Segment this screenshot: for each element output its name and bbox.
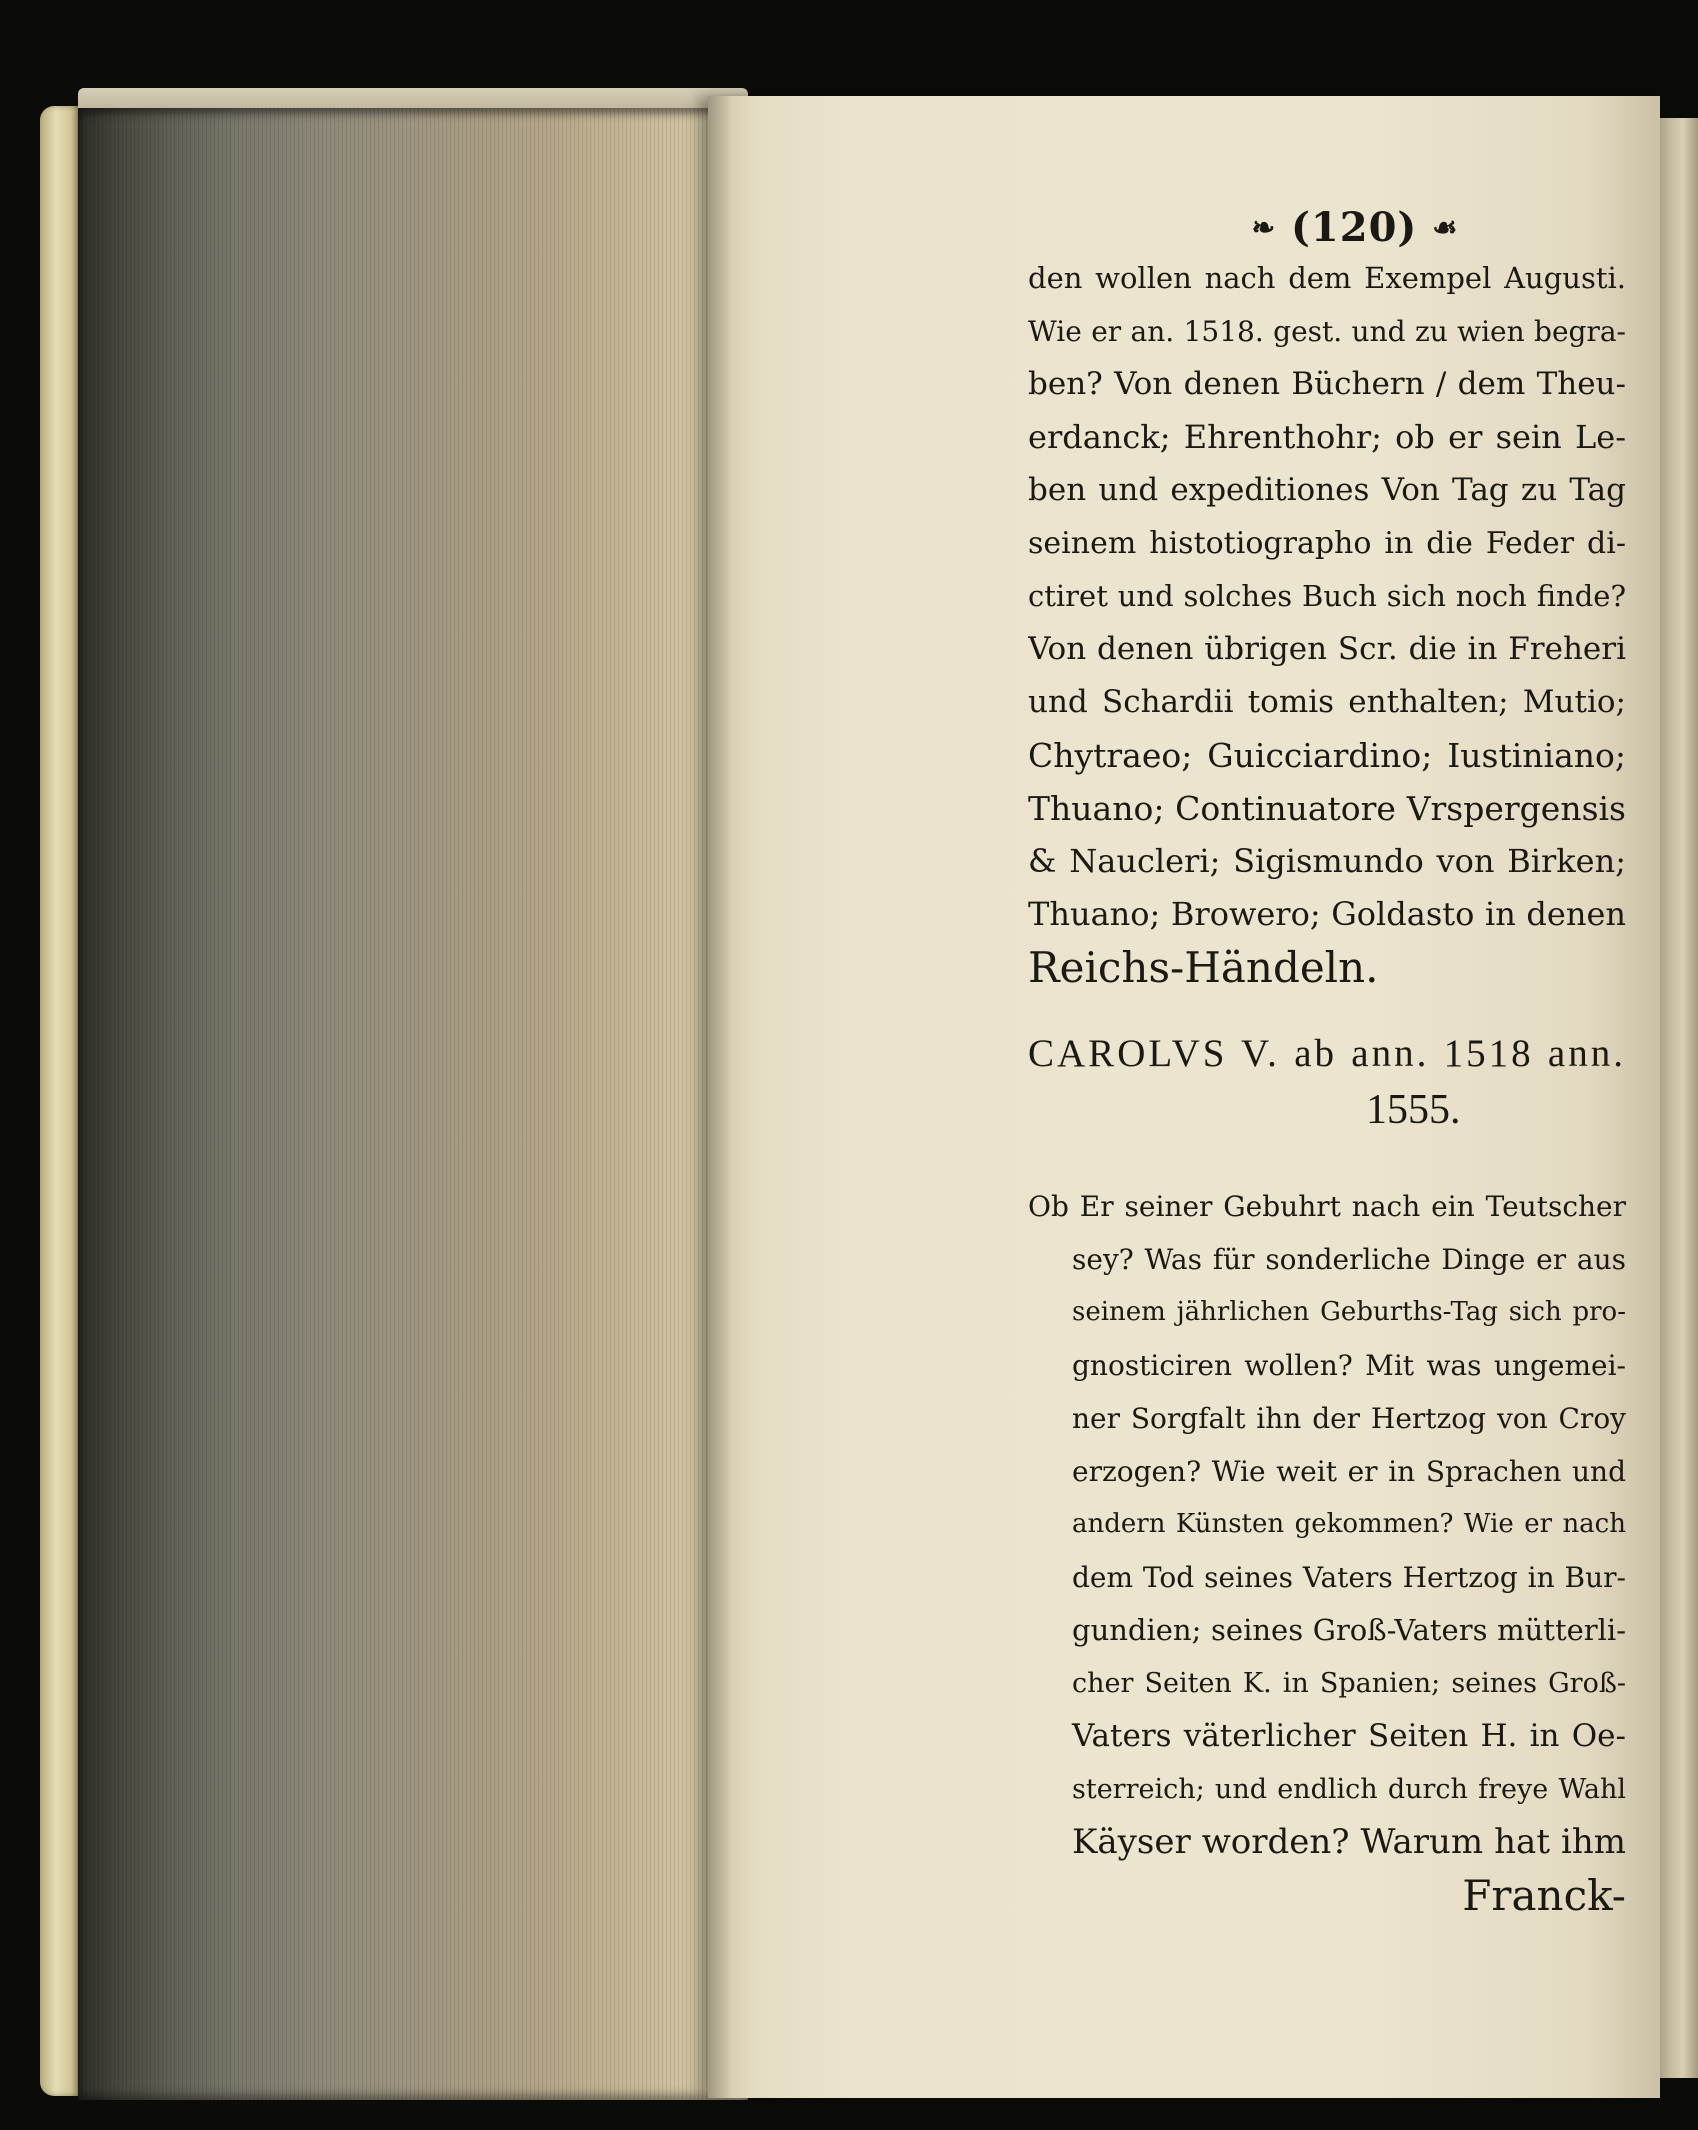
catchword: Franck- — [1462, 1871, 1626, 1920]
page-text — [1028, 204, 1626, 1922]
text-line: seinem jährlichen Geburths-Tag sich pro- — [1072, 1297, 1626, 1327]
text-line: seinem histotiographo in die Feder di- — [1028, 526, 1626, 561]
text-line: Vaters väterlicher Seiten H. in Oe- — [1072, 1718, 1626, 1754]
paragraph-1 — [1028, 252, 1626, 994]
book-cover-edge — [40, 106, 80, 2096]
page-number: (120) — [1291, 204, 1418, 251]
text-line: & Naucleri; Sigismundo von Birken; — [1028, 842, 1626, 880]
text-line: Chytraeo; Guicciardino; Iustiniano; — [1028, 736, 1626, 775]
section-title: CAROLVS V. ab ann. 1518 ann. — [1028, 1032, 1626, 1075]
text-line: den wollen nach dem Exempel Augusti. — [1028, 261, 1626, 295]
text-line: sey? Was für sonderliche Dinge er aus — [1072, 1243, 1626, 1276]
text-line: dem Tod seines Vaters Hertzog in Bur- — [1072, 1561, 1626, 1594]
text-line: gundien; seines Groß-Vaters mütterli- — [1072, 1613, 1626, 1647]
text-line: Thuano; Continuatore Vrspergensis — [1028, 789, 1626, 828]
text-line: Ob Er seiner Gebuhrt nach ein Teutscher — [1028, 1190, 1626, 1223]
text-line: ner Sorgfalt ihn der Hertzog von Croy — [1072, 1402, 1626, 1435]
open-book — [40, 78, 1698, 2118]
text-line: und Schardii tomis enthalten; Mutio; — [1028, 684, 1626, 720]
printed-page — [708, 96, 1660, 2098]
paragraph-2 — [1028, 1180, 1626, 1922]
page-number-header — [1084, 204, 1626, 250]
ornament-left-icon: ❧ — [1251, 211, 1277, 244]
ornament-right-icon: ☙ — [1432, 211, 1459, 244]
text-line: Von denen übrigen Scr. die in Freheri — [1028, 631, 1626, 667]
facing-page-edge — [1660, 118, 1698, 2078]
text-line: erdanck; Ehrenthohr; ob er sein Le- — [1028, 418, 1626, 456]
text-line: gnosticiren wollen? Mit was ungemei- — [1072, 1349, 1626, 1382]
text-line: Käyser worden? Warum hat ihm — [1072, 1822, 1626, 1862]
section-title-continuation: 1555. — [1366, 1087, 1461, 1133]
text-line: ctiret und solches Buch sich noch finde? — [1028, 579, 1626, 613]
text-line: Reichs-Händeln. — [1028, 943, 1379, 992]
page-edges-stack — [78, 108, 748, 2100]
text-line: Thuano; Browero; Goldasto in denen — [1028, 895, 1626, 933]
text-line: sterreich; und endlich durch freye Wahl — [1072, 1774, 1626, 1805]
text-line: erzogen? Wie weit er in Sprachen und — [1072, 1455, 1626, 1488]
text-line: cher Seiten K. in Spanien; seines Groß- — [1072, 1668, 1626, 1699]
gutter-shadow — [708, 96, 732, 2098]
text-line: ben? Von denen Büchern / dem Theu- — [1028, 366, 1626, 402]
text-line: ben und expeditiones Von Tag zu Tag — [1028, 472, 1626, 508]
text-line: Wie er an. 1518. gest. und zu wien begra- — [1028, 315, 1626, 348]
text-line: andern Künsten gekommen? Wie er nach — [1072, 1509, 1626, 1539]
